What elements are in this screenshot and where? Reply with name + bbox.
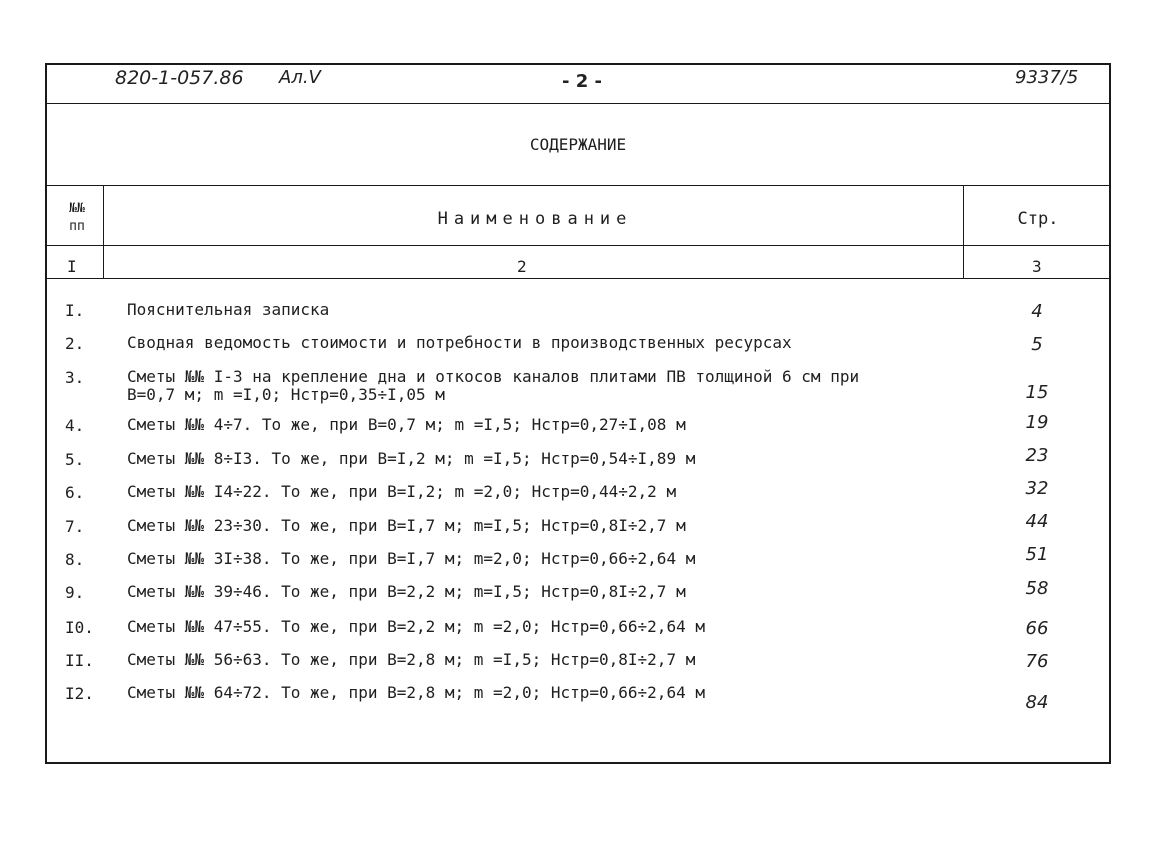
- item-title-line: Сводная ведомость стоимости и потребности в производственных ресурсах: [127, 333, 792, 352]
- item-title: [127, 334, 792, 352]
- item-number: 6.: [65, 483, 85, 502]
- document-frame: [45, 63, 1111, 764]
- item-title-line: Сметы №№ I4÷22. То же, при В=I,2; m =2,0; Нстр=0,44÷2,2 м: [127, 482, 677, 501]
- item-page: 84: [1025, 692, 1049, 713]
- item-title: [127, 550, 695, 568]
- header-number-line1: №№: [69, 201, 85, 216]
- item-title-line: В=0,7 м; m =I,0; Нстр=0,35÷I,05 м: [127, 385, 445, 404]
- item-number: I0.: [65, 618, 94, 637]
- list-item: [47, 368, 1109, 402]
- item-number: II.: [65, 651, 94, 670]
- item-title: [127, 301, 329, 319]
- list-item: [47, 651, 1109, 685]
- item-number: 5.: [65, 450, 85, 469]
- item-title-line: Сметы №№ 64÷72. То же, при В=2,8 м; m =2,0; Нстр=0,66÷2,64 м: [127, 683, 705, 702]
- list-item: [47, 445, 1109, 484]
- item-title-line: Сметы №№ 47÷55. То же, при В=2,2 м; m =2,0; Нстр=0,66÷2,64 м: [127, 617, 705, 636]
- item-page: 44: [1025, 511, 1049, 532]
- item-title: [127, 450, 695, 468]
- item-page: 4: [1031, 301, 1043, 322]
- title-divider: [47, 185, 1109, 186]
- page-mark: - 2 -: [562, 71, 602, 92]
- item-title-line: Сметы №№ 56÷63. То же, при В=2,8 м; m =I,5; Нстр=0,8I÷2,7 м: [127, 650, 696, 669]
- list-item: [47, 578, 1109, 617]
- vertical-divider-left: [103, 185, 104, 278]
- header-name-col: Наименование: [437, 209, 633, 229]
- item-number: 4.: [65, 416, 85, 435]
- item-title: [127, 618, 705, 636]
- list-item: [47, 684, 1109, 718]
- inventory-number: 9337/5: [1015, 67, 1079, 88]
- list-item: [47, 478, 1109, 517]
- item-title-line: Сметы №№ 4÷7. То же, при В=0,7 м; m =I,5; Нстр=0,27÷I,08 м: [127, 415, 686, 434]
- list-item: [47, 544, 1109, 584]
- page-title: СОДЕРЖАНИЕ: [529, 135, 627, 154]
- item-page: 66: [1025, 618, 1049, 639]
- header-number-line2: пп: [69, 219, 85, 234]
- item-page: 58: [1025, 578, 1049, 599]
- item-title-line: Сметы №№ 39÷46. То же, при В=2,2 м; m=I,5; Нстр=0,8I÷2,7 м: [127, 582, 686, 601]
- column-number-3: 3: [1032, 257, 1042, 276]
- item-number: I.: [65, 301, 85, 320]
- column-number-1: I: [67, 257, 77, 276]
- column-number-divider: [47, 278, 1109, 279]
- item-title: [127, 651, 695, 669]
- vertical-divider-right: [963, 185, 964, 278]
- item-page: 76: [1025, 651, 1049, 672]
- item-number: 2.: [65, 334, 85, 353]
- item-page: 19: [1025, 412, 1049, 433]
- item-page: 32: [1025, 478, 1049, 499]
- item-title: [127, 483, 676, 501]
- item-title-line: Сметы №№ 3I÷38. То же, при В=I,7 м; m=2,0; Нстр=0,66÷2,64 м: [127, 549, 696, 568]
- item-number: 3.: [65, 368, 85, 387]
- doc-code: 820-1-057.86: [115, 67, 244, 89]
- album-number: Ал.V: [279, 67, 321, 88]
- list-item: [47, 301, 1109, 335]
- header-divider: [47, 103, 1109, 104]
- item-title-line: Сметы №№ 8÷I3. То же, при В=I,2 м; m =I,5; Нстр=0,54÷I,89 м: [127, 449, 696, 468]
- item-number: 8.: [65, 550, 85, 569]
- item-title-line: Сметы №№ 23÷30. То же, при В=I,7 м; m=I,5; Нстр=0,8I÷2,7 м: [127, 516, 686, 535]
- item-title: [127, 684, 705, 702]
- column-number-2: 2: [517, 257, 527, 276]
- item-title: [127, 583, 686, 601]
- item-title: [127, 368, 859, 404]
- list-item: [47, 618, 1109, 652]
- item-number: 7.: [65, 517, 85, 536]
- header-number-col: [57, 200, 97, 236]
- item-number: 9.: [65, 583, 85, 602]
- list-item: [47, 511, 1109, 551]
- item-number: I2.: [65, 684, 94, 703]
- item-title: [127, 517, 686, 535]
- item-title-line: Сметы №№ I-3 на крепление дна и откосов каналов плитами ПВ толщиной 6 см при: [127, 367, 860, 386]
- item-page: 51: [1025, 544, 1049, 565]
- item-page: 15: [1025, 382, 1049, 403]
- item-page: 5: [1031, 334, 1043, 355]
- header-bottom-divider: [47, 245, 1109, 246]
- header-page-col: Стр.: [1017, 209, 1059, 229]
- item-page: 23: [1025, 445, 1049, 466]
- item-title: [127, 416, 686, 434]
- list-item: [47, 334, 1109, 368]
- item-title-line: Пояснительная записка: [127, 300, 330, 319]
- list-item: [47, 412, 1109, 450]
